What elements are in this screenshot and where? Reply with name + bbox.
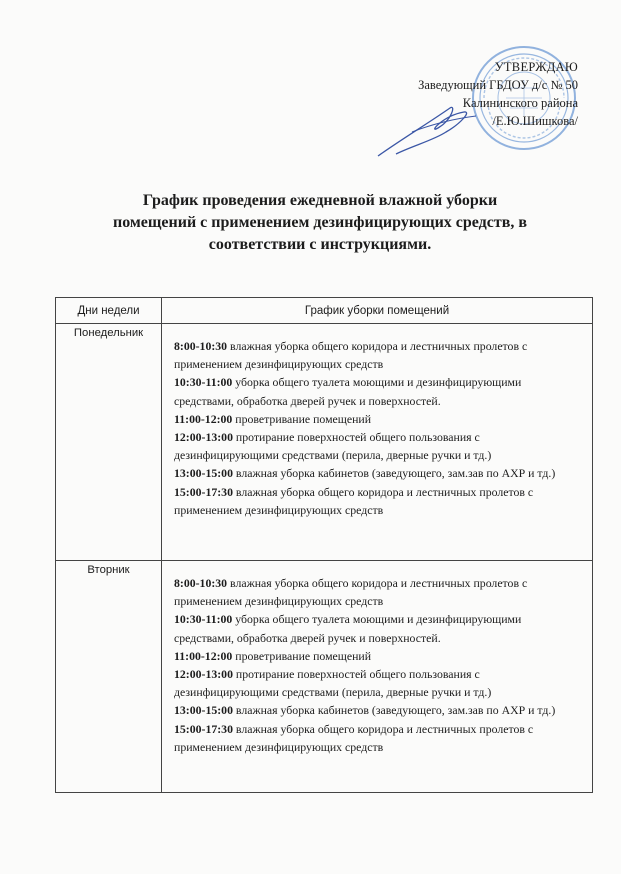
entry-time: 10:30-11:00 [174,612,233,627]
entry-time: 11:00-12:00 [174,648,233,663]
title-line-1: График проведения ежедневной влажной уборки [142,192,498,209]
entry-text: проветривание помещений [232,648,372,663]
entry-text: влажная уборка кабинетов (заведующего, зам.зав по АХР и тд.) [232,466,556,481]
schedule-entry [174,701,580,719]
approval-position: Заведующий ГБДОУ д/с № 50 [418,78,578,92]
entry-text: влажная уборка общего коридора и лестничных пролетов с применением дезинфицирующих средств [174,721,534,754]
entry-text: влажная уборка кабинетов (заведующего, зам.зав по АХР и тд.) [232,703,556,718]
entry-text: влажная уборка общего коридора и лестничных пролетов с применением дезинфицирующих средств [174,576,528,609]
entry-time: 13:00-15:00 [174,703,233,718]
entry-time: 15:00-17:30 [174,721,233,736]
header-schedule: График уборки помещений [162,298,593,324]
entry-text: протирание поверхностей общего пользования с дезинфицирующими средствами (перила, дверные ручки и тд.) [174,430,492,463]
entry-text: уборка общего туалета моющими и дезинфицирующими средствами, обработка дверей ручек и поверхностей. [174,375,522,408]
entry-time: 12:00-13:00 [174,430,233,445]
entry-text: влажная уборка общего коридора и лестничных пролетов с применением дезинфицирующих средств [174,484,534,517]
entry-time: 10:30-11:00 [174,375,233,390]
entry-text: проветривание помещений [232,411,372,426]
entry-text: влажная уборка общего коридора и лестничных пролетов с применением дезинфицирующих средств [174,339,528,372]
schedule-entry [174,483,580,519]
document-title [60,190,580,256]
schedule-cell [162,561,593,793]
schedule-entry [174,410,580,428]
approval-heading: УТВЕРЖДАЮ [494,60,578,74]
entry-time: 13:00-15:00 [174,466,233,481]
schedule-entry [174,610,580,646]
schedule-cell [162,324,593,561]
table-header-row [56,298,593,324]
schedule-entry [174,665,580,701]
title-line-2: помещений с применением дезинфицирующих средств, в [112,214,528,231]
day-cell: Понедельник [56,324,162,561]
title-line-3: соответствии с инструкциями. [208,236,432,253]
schedule-entry [174,428,580,464]
schedule-entry [174,337,580,373]
approval-name: /Е.Ю.Шишкова/ [492,114,578,128]
schedule-entry [174,574,580,610]
entry-time: 12:00-13:00 [174,667,233,682]
entry-time: 11:00-12:00 [174,411,233,426]
entry-text: уборка общего туалета моющими и дезинфицирующими средствами, обработка дверей ручек и поверхностей. [174,612,522,645]
table-row [56,561,593,793]
schedule-entry [174,647,580,665]
approval-block [320,58,578,130]
schedule-entry [174,720,580,756]
schedule-entry [174,464,580,482]
entry-time: 8:00-10:30 [174,576,228,590]
entry-text: протирание поверхностей общего пользования с дезинфицирующими средствами (перила, дверные ручки и тд.) [174,667,492,700]
entry-time: 8:00-10:30 [174,339,228,353]
header-day: Дни недели [56,298,162,324]
table-row [56,324,593,561]
schedule-table [55,297,593,793]
approval-district: Калининского района [462,96,578,110]
schedule-entry [174,373,580,409]
entry-time: 15:00-17:30 [174,484,233,499]
day-cell: Вторник [56,561,162,793]
